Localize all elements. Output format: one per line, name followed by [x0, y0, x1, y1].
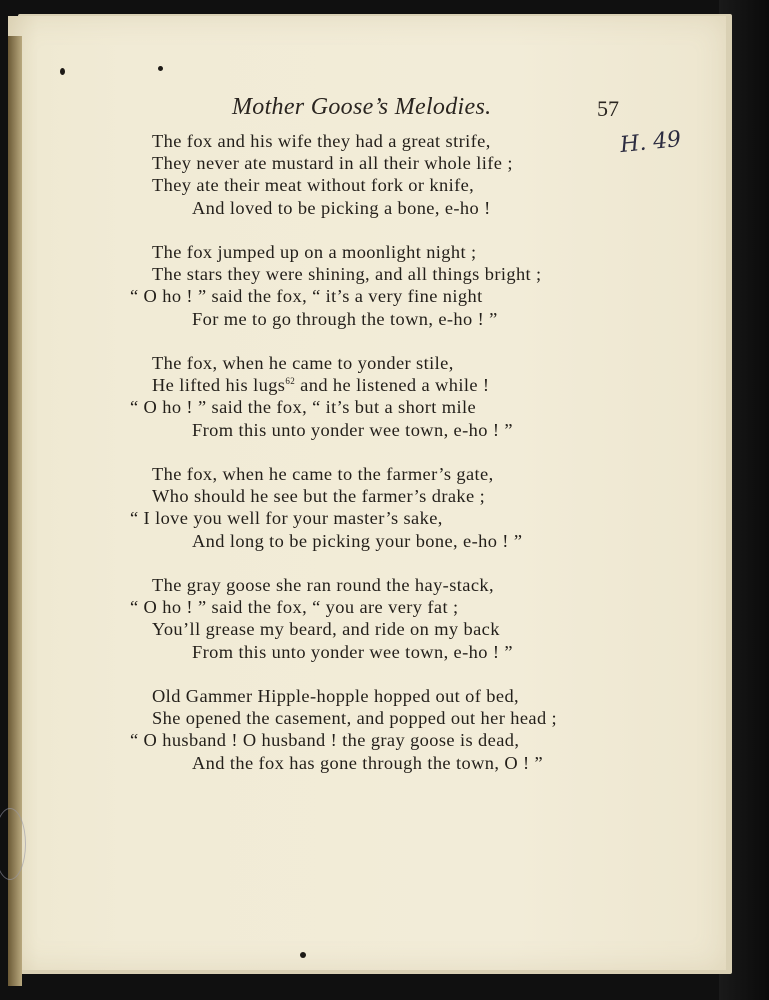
poem-line: The fox, when he came to the farmer’s gate, [152, 464, 494, 484]
poem-line: They ate their meat without fork or knife, [152, 175, 475, 196]
poem-line: And loved to be picking a bone, e-ho ! [192, 197, 491, 218]
poem-line: And the fox has gone through the town, O ! ” [192, 752, 544, 773]
stanza [130, 685, 622, 774]
stanza [130, 352, 622, 441]
library-stamp [0, 808, 26, 880]
poem-line: Old Gammer Hipple-hopple hopped out of bed, [152, 686, 520, 706]
poem-line: She opened the casement, and popped out her head ; [152, 708, 558, 729]
page-header [0, 92, 769, 132]
poem-line: The fox jumped up on a moonlight night ; [152, 242, 477, 262]
page-number: 57 [597, 96, 619, 121]
stanza [130, 463, 622, 552]
stanza [152, 130, 622, 219]
poem-line: The fox, when he came to yonder stile, [152, 353, 454, 373]
ink-speck [300, 952, 306, 958]
poem-line-part: and he listened a while ! [295, 375, 490, 396]
poem-line: The gray goose she ran round the hay-stack, [152, 575, 494, 595]
poem-body [130, 130, 622, 796]
poem-line: From this unto yonder wee town, e-ho ! ” [192, 419, 513, 440]
poem-line: The stars they were shining, and all things bright ; [152, 264, 542, 285]
stanza [130, 241, 622, 330]
poem-line: “ O ho ! ” said the fox, “ it’s but a short mile [130, 397, 477, 418]
poem-line: For me to go through the town, e-ho ! ” [192, 308, 498, 329]
poem-line: And long to be picking your bone, e-ho ! ” [192, 530, 523, 551]
poem-line [152, 374, 622, 396]
poem-line: “ O husband ! O husband ! the gray goose is dead, [130, 730, 520, 751]
handwritten-shelfmark: H. 49 [618, 126, 683, 159]
poem-line: Who should he see but the farmer’s drake ; [152, 486, 486, 507]
ink-speck [60, 68, 65, 75]
poem-line: The fox and his wife they had a great strife, [152, 131, 491, 151]
running-title: Mother Goose’s Melodies. [232, 94, 492, 120]
stanza [130, 574, 622, 663]
footnote-marker: 62 [285, 376, 296, 387]
poem-line: “ O ho ! ” said the fox, “ you are very fat ; [130, 597, 459, 618]
poem-line-part: He lifted his lugs [152, 375, 286, 396]
poem-line: You’ll grease my beard, and ride on my back [152, 619, 500, 640]
ink-speck [158, 66, 163, 71]
poem-line: “ O ho ! ” said the fox, “ it’s a very fine night [130, 286, 483, 307]
poem-line: From this unto yonder wee town, e-ho ! ” [192, 641, 513, 662]
poem-line: They never ate mustard in all their whole life ; [152, 153, 513, 174]
poem-line: “ I love you well for your master’s sake, [130, 508, 443, 529]
